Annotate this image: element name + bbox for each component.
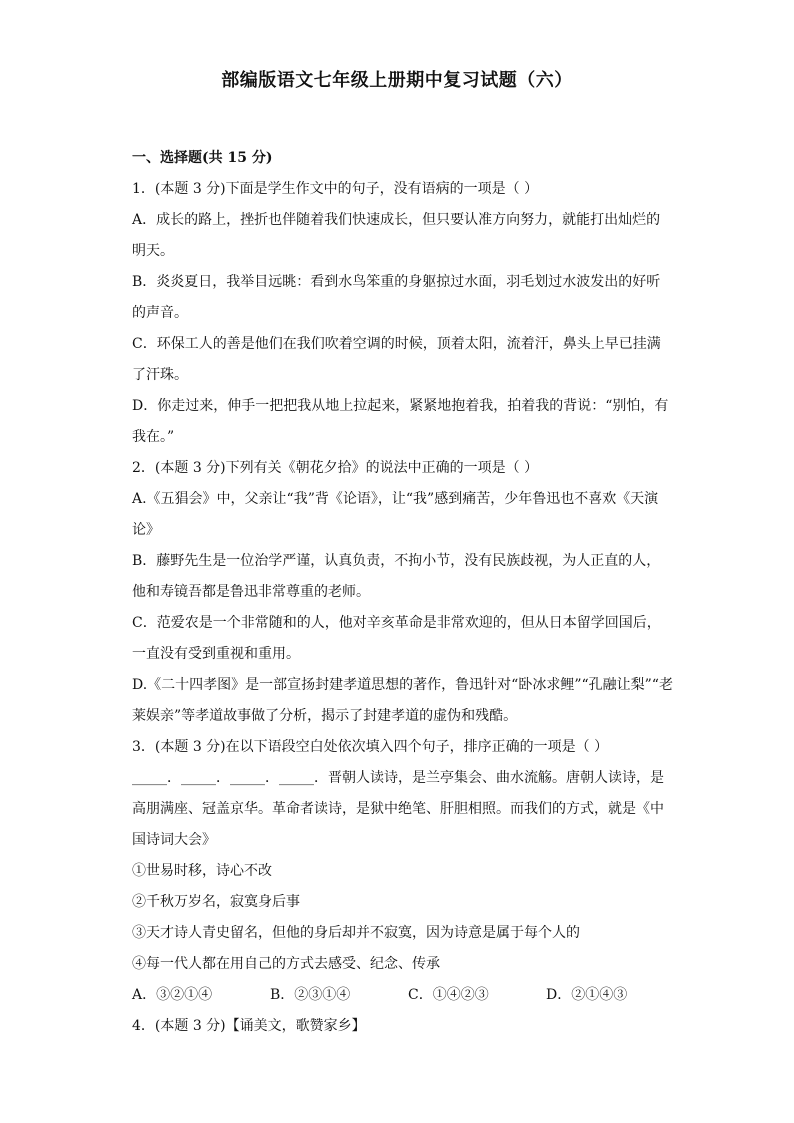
question-1-option-a-line-2: 明天。	[132, 243, 174, 259]
question-3-sentence-1: ①世易时移，诗心不改	[132, 863, 272, 879]
question-3-passage-line-2: 高朋满座、冠盖京华。革命者读诗，是狱中绝笔、肝胆相照。而我们的方式，就是《中	[132, 801, 664, 817]
question-2-option-c-line-1: C．范爱农是一个非常随和的人，他对辛亥革命是非常欢迎的，但从日本留学回国后，	[132, 615, 661, 631]
question-3-passage-line-3: 国诗词大会》	[132, 832, 216, 848]
question-1-option-c-line-1: C．环保工人的善是他们在我们吹着空调的时候，顶着太阳，流着汗，鼻头上早已挂满	[132, 336, 661, 352]
section-heading: 一、选择题(共 15 分)	[132, 150, 273, 166]
question-1-option-a-line-1: A．成长的路上，挫折也伴随着我们快速成长，但只要认准方向努力，就能打出灿烂的	[132, 212, 661, 228]
question-1-option-d-line-1: D．你走过来，伸手一把把我从地上拉起来，紧紧地抱着我，拍着我的背说：“别怕，有	[132, 398, 669, 414]
question-3-passage-line-1: _____．_____．_____．_____．晋朝人读诗，是兰亭集会、曲水流觞。唐朝人读诗，是	[132, 770, 664, 786]
exam-content	[132, 143, 673, 1042]
question-3-option-b: B．②③①④	[270, 987, 351, 1003]
question-3-option-a: A．③②①④	[132, 987, 213, 1003]
question-2-option-c-line-2: 一直没有受到重视和重用。	[132, 646, 300, 662]
question-2-stem: 2．(本题 3 分)下列有关《朝花夕拾》的说法中正确的一项是（ ）	[132, 460, 539, 476]
question-1-option-d-line-2: 我在。”	[132, 429, 175, 445]
page-title: 部编版语文七年级上册期中复习试题（六）	[221, 70, 573, 91]
question-2-option-d-line-2: 莱娱亲”等孝道故事做了分析，揭示了封建孝道的虚伪和残酷。	[132, 708, 518, 724]
question-3-option-d: D．②①④③	[546, 987, 628, 1003]
question-3-stem: 3．(本题 3 分)在以下语段空白处依次填入四个句子，排序正确的一项是（ ）	[132, 739, 609, 755]
question-1-option-c-line-2: 了汗珠。	[132, 367, 188, 383]
question-4-stem: 4．(本题 3 分)【诵美文，歌赞家乡】	[132, 1018, 366, 1034]
question-1-option-b-line-2: 的声音。	[132, 305, 188, 321]
question-1-stem: 1．(本题 3 分)下面是学生作文中的句子，没有语病的一项是（ ）	[132, 181, 539, 197]
question-1	[132, 174, 669, 453]
question-1-option-b-line-1: B．炎炎夏日，我举目远眺：看到水鸟笨重的身躯掠过水面，羽毛划过水波发出的好听	[132, 274, 661, 290]
question-3-sentence-3: ③天才诗人青史留名，但他的身后却并不寂寞，因为诗意是属于每个人的	[132, 925, 580, 941]
question-2-option-d-line-1: D.《二十四孝图》是一部宣扬封建孝道思想的著作，鲁迅针对“卧冰求鲤”“孔融让梨”“老	[132, 677, 673, 693]
question-3	[132, 732, 662, 1011]
question-2	[132, 453, 673, 732]
question-3-options	[132, 980, 662, 1011]
question-2-option-b-line-2: 他和寿镜吾都是鲁迅非常尊重的老师。	[132, 584, 370, 600]
question-2-option-a-line-1: A.《五猖会》中，父亲让“我”背《论语》，让“我”感到痛苦，少年鲁迅也不喜欢《天演	[132, 491, 659, 507]
question-2-option-b-line-1: B．藤野先生是一位治学严谨，认真负责，不拘小节，没有民族歧视，为人正直的人，	[132, 553, 661, 569]
question-3-sentence-2: ②千秋万岁名，寂寞身后事	[132, 894, 300, 910]
question-3-option-c: C．①④②③	[408, 987, 489, 1003]
question-2-option-a-line-2: 论》	[132, 522, 160, 538]
question-4	[132, 1011, 662, 1042]
question-3-sentence-4: ④每一代人都在用自己的方式去感受、纪念、传承	[132, 956, 440, 972]
